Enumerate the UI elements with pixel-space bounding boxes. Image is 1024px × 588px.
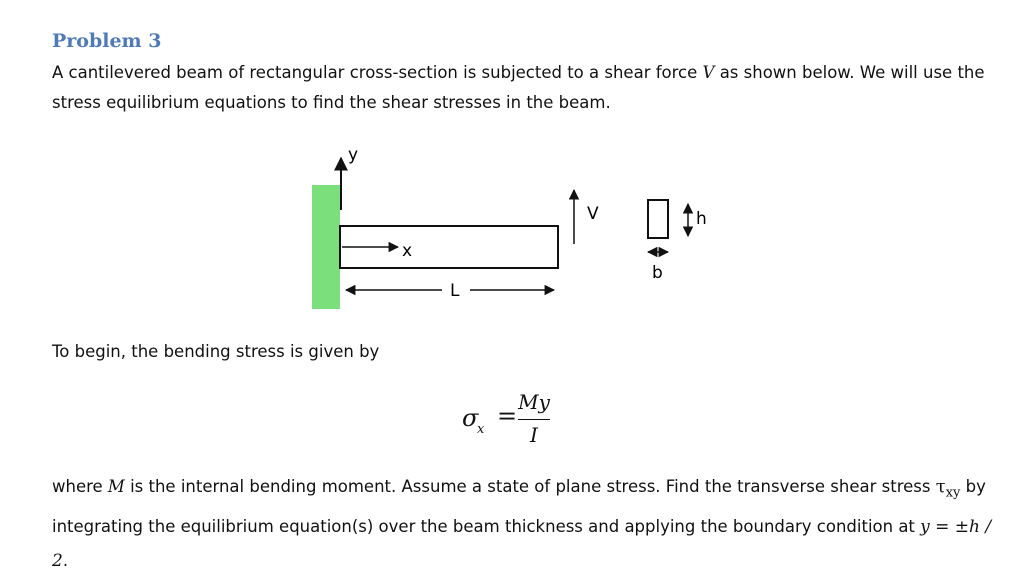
moment-symbol: M [107, 477, 125, 496]
equals-sign: = [497, 402, 518, 430]
tau-symbol: τ [935, 476, 946, 497]
width-label: b [652, 263, 663, 283]
problem-heading: Problem 3 [52, 30, 162, 52]
bending-stress-equation [462, 388, 572, 454]
sigma-subscript: x [477, 422, 485, 437]
conclusion-paragraph [52, 470, 992, 578]
conclusion-end: . [62, 551, 69, 571]
fixed-wall [312, 185, 340, 309]
conclusion-text-3: by integrating the equilibrium equation(s) over the beam thickness and applying the boundary condition at [52, 477, 986, 537]
sigma-symbol: σ [462, 404, 479, 432]
x-axis-label: x [402, 241, 413, 261]
cross-section-rectangle [648, 200, 668, 238]
fraction-numerator: My [518, 390, 550, 414]
intro-text-1: A cantilevered beam of rectangular cross-section is subjected to a shear force [52, 63, 703, 82]
conclusion-text-1: where [52, 477, 108, 496]
tau-subscript: xy [945, 485, 961, 501]
y-axis-label: y [348, 145, 359, 165]
bending-stress-intro: To begin, the bending stress is given by [52, 342, 380, 361]
height-label: h [696, 209, 707, 229]
boundary-condition: y = ±h / 2 [52, 517, 992, 572]
fraction-denominator: I [530, 423, 538, 447]
length-label: L [450, 281, 460, 301]
shear-force-label: V [587, 204, 599, 224]
fraction-bar [518, 419, 550, 420]
intro-text-2: as shown below. We will use the stress equilibrium equations to find the shear stresses in the beam. [52, 63, 985, 112]
shear-force-symbol: V [702, 63, 715, 82]
conclusion-text-2: is the internal bending moment. Assume a state of plane stress. Find the transverse shear stress [124, 477, 936, 496]
